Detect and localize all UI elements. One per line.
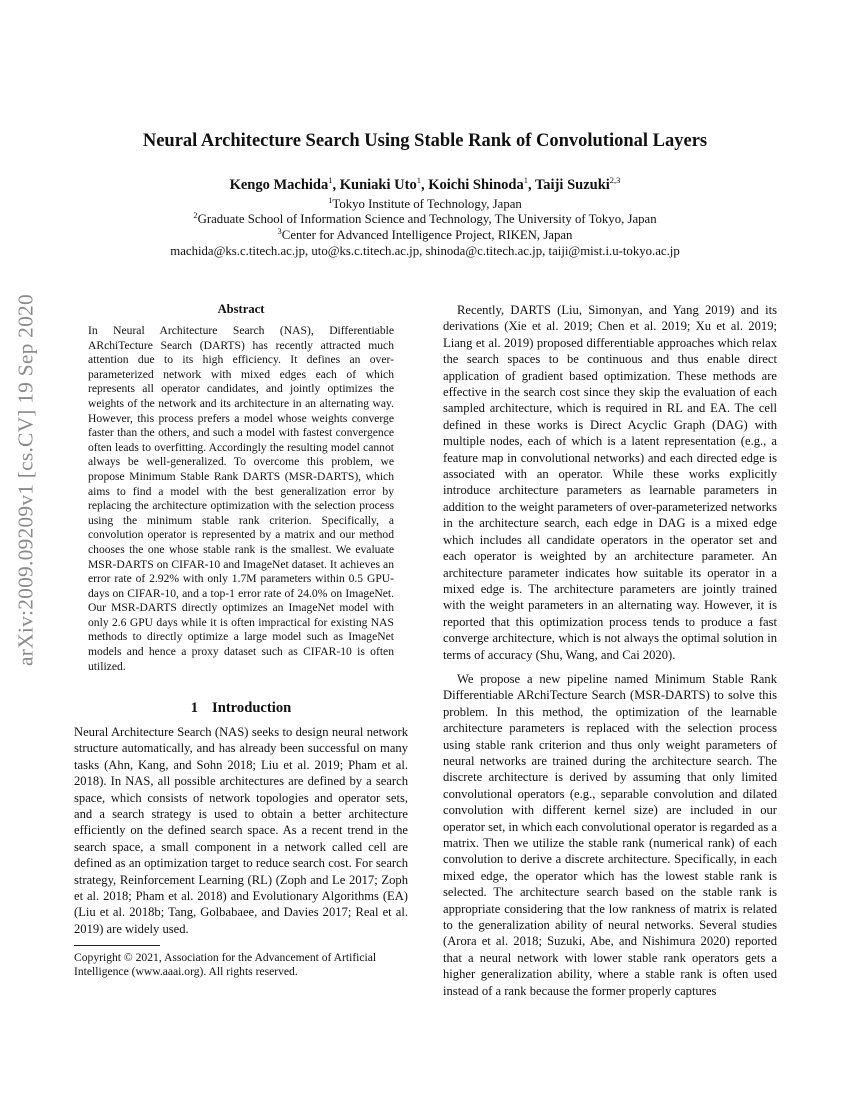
copyright-footnote: Copyright © 2021, Association for the Advancement of Artificial Intelligence (www.aaai.org). All rights reserved. — [74, 951, 377, 979]
intro-left-column — [74, 724, 408, 937]
affiliation-3 — [0, 228, 850, 243]
paper-title: Neural Architecture Search Using Stable Rank of Convolutional Layers — [142, 131, 708, 151]
author-name: Koichi Shinoda — [428, 177, 524, 193]
author-name: Taiji Suzuki — [534, 177, 610, 193]
abstract-text: In Neural Architecture Search (NAS), Differentiable ARchiTecture Search (DARTS) has recently attracted much attention due to its high efficiency. It defines an over-parameterized network with mixed edges each of which represents all operator candidates, and jointly optimizes the weights of the network and its architecture in an alternating way. However, this process prefers a model whose weights converge faster than the others, and such a model with fastest convergence often leads to overfitting. Accordingly the resulting model cannot always be well-generalized. To overcome this problem, we propose Minimum Stable Rank DARTS (MSR-DARTS), which aims to find a model with the best generalization error by replacing the architecture optimization with the selection process using the minimum stable rank criterion. Specifically, a convolution operator is represented by a matrix and our method chooses the one whose stable rank is the smallest. We evaluate MSR-DARTS on CIFAR-10 and ImageNet dataset. It achieves an error rate of 2.92% with only 1.7M parameters within 0.5 GPU-days on CIFAR-10, and a top-1 error rate of 24.0% on ImageNet. Our MSR-DARTS directly optimizes an ImageNet model with only 2.6 GPU days while it is often impractical for existing NAS methods to directly optimize a large model such as ImageNet models and hence a proxy dataset such as CIFAR-10 is often utilized. — [88, 324, 394, 673]
author-affil-sup: 1 — [523, 175, 528, 185]
author-sep: , — [332, 177, 340, 193]
abstract-body — [88, 324, 394, 674]
author-affil-sup: 1 — [416, 175, 421, 185]
author-affil-sup: 1 — [328, 175, 333, 185]
arxiv-stamp-text: arXiv:2009.09209v1 [cs.CV] 19 Sep 2020 — [13, 294, 38, 666]
affiliation-1 — [0, 197, 850, 212]
author-affil-sup: 2,3 — [609, 175, 621, 185]
affiliation-text: Center for Advanced Intelligence Project, RIKEN, Japan — [281, 228, 573, 242]
author-emails: machida@ks.c.titech.ac.jp, uto@ks.c.titech.ac.jp, shinoda@c.titech.ac.jp, taiji@mist.i.u-tokyo.ac.jp — [170, 244, 680, 258]
affiliation-2 — [0, 212, 850, 227]
author-name: Kuniaki Uto — [339, 177, 417, 193]
intro-right-column — [443, 302, 777, 999]
abstract-heading: Abstract — [217, 302, 265, 316]
author-list — [0, 177, 850, 194]
author-name: Kengo Machida — [229, 177, 329, 193]
affiliation-sup: 3 — [277, 226, 282, 236]
section-heading-introduction — [74, 700, 408, 717]
affiliation-text: Tokyo Institute of Technology, Japan — [332, 197, 522, 211]
intro-paragraph: Neural Architecture Search (NAS) seeks to design neural network structure automatically, and has already been successful on many tasks (Ahn, Kang, and Sohn 2018; Liu et al. 2019; Pham et al. 2018). In NAS, all possible architectures are defined by a search space, which consists of network topologies and operator sets, and a search strategy is used to obtain a better architecture efficiently on the defined search space. As a recent trend in the search space, a small component in a network called cell are defined as an optimization target to reduce search cost. For search strategy, Reinforcement Learning (RL) (Zoph and Le 2017; Zoph et al. 2018; Pham et al. 2018) and Evolutionary Algorithms (EA) (Liu et al. 2018b; Tang, Golbabaee, and Davies 2017; Real et al. 2019) are widely used. — [74, 725, 408, 936]
intro-paragraph: Recently, DARTS (Liu, Simonyan, and Yang 2019) and its derivations (Xie et al. 2019; Chen et al. 2019; Xu et al. 2019; Liang et al. 2019) proposed differentiable approaches which relax the search spaces to be continuous and thus enable direct application of gradient based optimization. These methods are effective in the search cost since they skip the evaluation of each sampled architecture, which is required in RL and EA. The cell defined in these works is Direct Acyclic Graph (DAG) with multiple nodes, each of which is a latent representation (e.g., a feature map in convolutional networks) and each directed edge is associated with an operator. While these works explicitly introduce architecture parameters as learnable parameters in addition to the weight parameters of over-parameterized networks in the architecture search, each edge in DAG is a mixed edge which includes all candidate operators in the operator set and each operator is weighted by an architecture parameter. An architecture parameter indicates how suitable its operator in a mixed edge is. The architecture parameters are jointly trained with the weight parameters in an alternating way. However, it is reported that this optimization process tends to produce a fast converge architecture, which is not always the optimal solution in terms of accuracy (Shu, Wang, and Cai 2020). — [443, 303, 777, 662]
author-sep: , — [527, 177, 535, 193]
affiliation-text: Graduate School of Information Science and Technology, The University of Tokyo, Japan — [197, 212, 657, 226]
section-title: Introduction — [212, 700, 292, 716]
affiliation-sup: 2 — [193, 210, 198, 220]
footnote-rule — [74, 945, 160, 946]
affiliation-sup: 1 — [328, 195, 333, 205]
author-sep: , — [420, 177, 429, 193]
section-number: 1 — [190, 700, 199, 716]
intro-paragraph: We propose a new pipeline named Minimum Stable Rank Differentiable ARchiTecture Search (MSR-DARTS) to solve this problem. In this method, the optimization of the learnable architecture parameters is replaced with the selection process using stable rank criterion and thus only weight parameters of neural networks are trained during the architecture search. The discrete architecture is derived by assuming that only limited convolutional operators (e.g., separable convolution and dilated convolution with different kernel size) are included in our operator set, in which each convolutional operator is regarded as a matrix. Then we utilize the stable rank (numerical rank) of each convolution to derive a discrete architecture. Specifically, in each mixed edge, the operator which has the lowest stable rank is selected. The architecture search based on the stable rank is appropriate considering that the low rankness of matrix is related to the generalization ability of neural networks. Several studies (Arora et al. 2018; Suzuki, Abe, and Nishimura 2020) reported that a neural network with lower stable rank operators gets a higher generalization ability, where a stable rank is often used instead of a rank because the former properly captures — [443, 671, 777, 998]
